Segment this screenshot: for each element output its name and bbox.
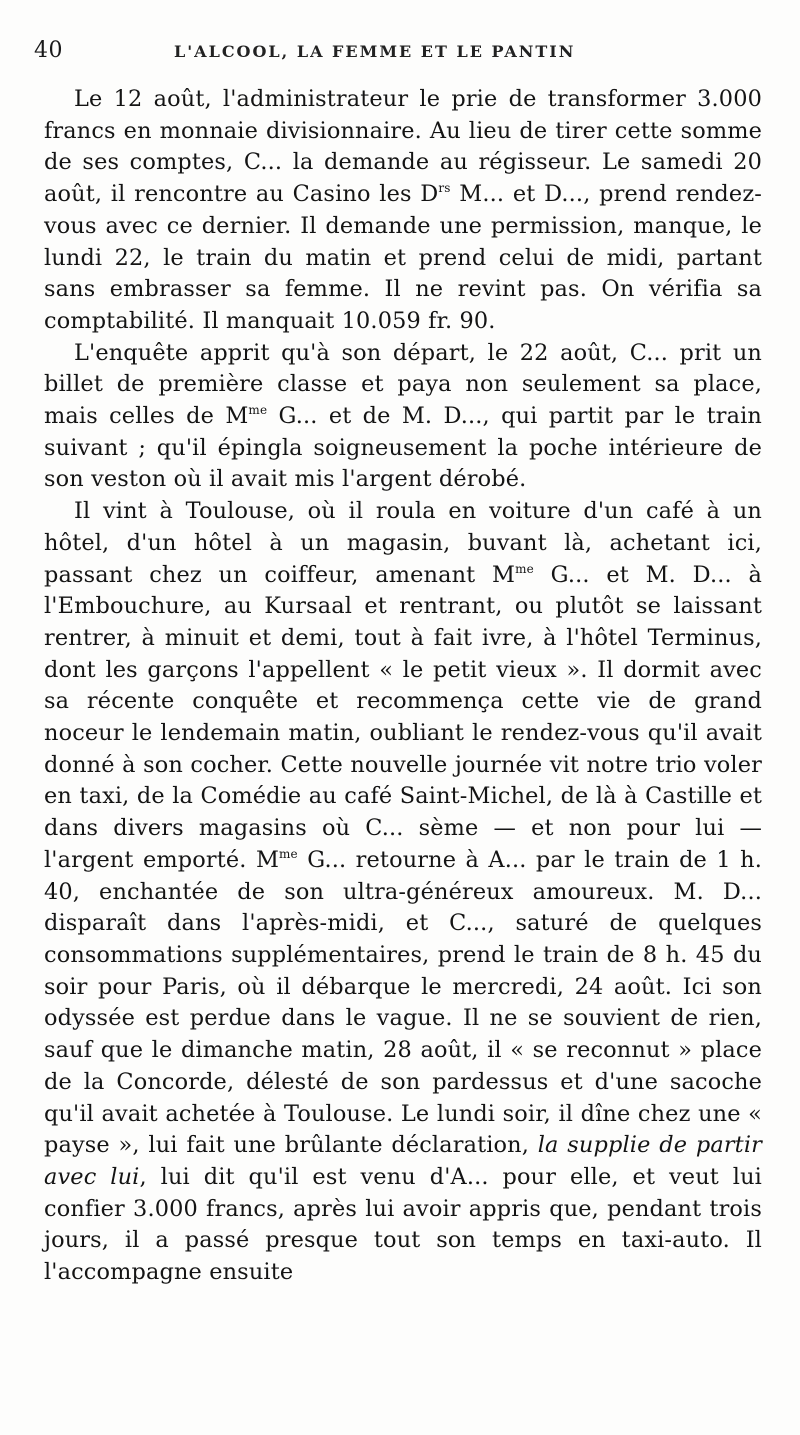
text-segment: G... et de M. D..., qui partit par le train suivant ; qu'il épingla soigneusement la poche intérieure de son veston où il avait mis l'argent dérobé.	[44, 403, 762, 493]
superscript-abbrev: me	[248, 403, 268, 418]
text-segment: M... et D..., prend rendez-vous avec ce dernier. Il demande une permission, manque, le lundi 22, le train du matin et prend celui de midi, partant sans embrasser sa femme. Il ne revint pas. On vérifia sa comptabilité. Il manquait 10.059 fr. 90.	[44, 181, 762, 334]
body-text	[44, 84, 762, 1289]
paragraph-3	[44, 496, 762, 1289]
italic-text: la supplie de partir avec lui	[44, 1132, 762, 1190]
paragraph-2	[44, 338, 762, 497]
text-segment: Le 12 août, l'administrateur le prie de transformer 3.000 francs en monnaie divisionnaire. Au lieu de tirer cette somme de ses comptes, C... la demande au régisseur. Le samedi 20 août, il rencontre au Casino les D	[44, 86, 762, 208]
text-segment: G... retourne à A... par le train de 1 h. 40, enchantée de son ultra-généreux amoureux. M. D... disparaît dans l'après-midi, et C..., saturé de quelques consommations supplémentaires, prend le train de 8 h. 45 du soir pour Paris, où il débarque le mercredi, 24 août. Ici son odyssée est perdue dans le vague. Il ne se souvient de rien, sauf que le dimanche matin, 28 août, il « se reconnut » place de la Concorde, délesté de son pardessus et d'une sacoche qu'il avait achetée à Toulouse. Le lundi soir, il dîne chez une « payse », lui fait une brûlante déclaration,	[44, 846, 763, 1159]
text-segment: Il vint à Toulouse, où il roula en voiture d'un café à un hôtel, d'un hôtel à un magasin, buvant là, achetant ici, passant chez un coiffeur, amenant M	[44, 498, 762, 588]
paragraph-1	[44, 84, 762, 338]
page-header	[34, 38, 774, 72]
superscript-abbrev: me	[279, 846, 298, 861]
text-segment: , lui dit qu'il est venu d'A... pour elle, et veut lui confier 3.000 francs, après lui avoir appris que, pendant trois jours, il a passé presque tout son temps en taxi-auto. Il l'accompagne ensuite	[44, 1163, 762, 1286]
running-title: L'ALCOOL, LA FEMME ET LE PANTIN	[174, 42, 576, 61]
text-segment: L'enquête apprit qu'à son départ, le 22 août, C... prit un billet de première classe et paya non seulement sa place, mais celles de M	[44, 339, 762, 430]
page-number: 40	[34, 38, 63, 63]
superscript-abbrev: rs	[438, 181, 451, 196]
superscript-abbrev: me	[515, 561, 534, 576]
text-segment: G... et M. D... à l'Embouchure, au Kursaal et rentrant, ou plutôt se laissant rentrer, à minuit et demi, tout à fait ivre, à l'hôtel Terminus, dont les garçons l'appellent « le petit vieux ». Il dormit avec sa récente conquête et recommença cette vie de grand noceur le lendemain matin, oubliant le rendez-vous qu'il avait donné à son cocher. Cette nouvelle journée vit notre trio voler en taxi, de la Comédie au café Saint-Michel, de là à Castille et dans divers magasins où C... sème — et non pour lui — l'argent emporté. M	[44, 561, 762, 873]
